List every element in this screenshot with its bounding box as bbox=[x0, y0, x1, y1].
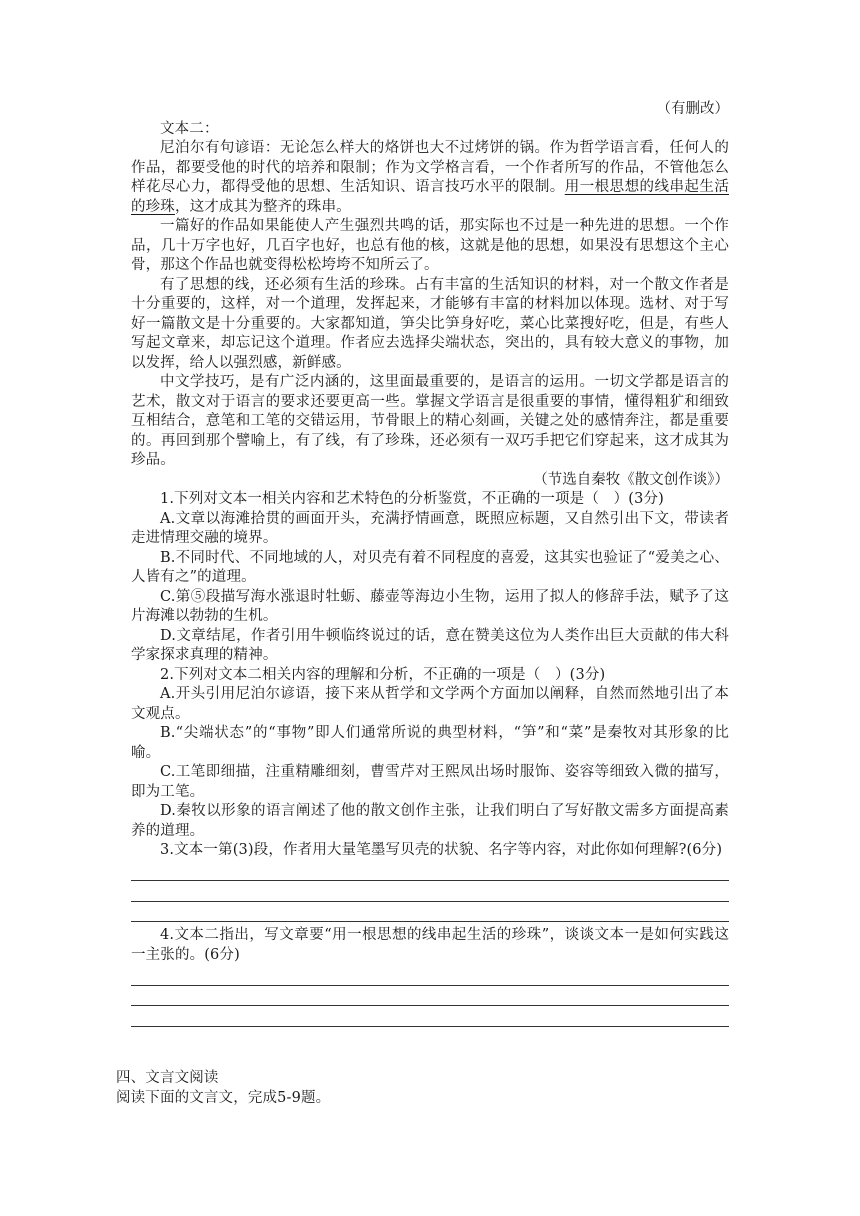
question-1-option-b: B.不同时代、不同地域的人，对贝壳有着不同程度的喜爱，这其实也验证了“爱美之心、人皆有之”的道理。 bbox=[131, 549, 729, 585]
section-4-heading: 四、文言文阅读 bbox=[116, 1070, 219, 1086]
question-1-stem: 1.下列对文本一相关内容和艺术特色的分析鉴赏，不正确的一项是（ ）(3分) bbox=[160, 491, 664, 507]
text2-paragraph-2: 一篇好的作品如果能使人产生强烈共鸣的话，那实际也不过是一种先进的思想。一个作品，几十万字也好，几百字也好，也总有他的核，这就是他的思想，如果没有思想这个主心骨，那这个作品也就变得松松垮垮不知所云了。 bbox=[131, 218, 729, 273]
answer-line-q3-2[interactable] bbox=[131, 881, 729, 902]
source-citation: （节选自秦牧《散文创作谈》） bbox=[533, 471, 729, 488]
question-2-option-c: C.工笔即细描，注重精雕细刻，曹雪芹对王熙凤出场时服饰、姿容等细致入微的描写，即为工笔。 bbox=[131, 764, 729, 800]
question-3-stem: 3.文本一第(3)段，作者用大量笔墨写贝壳的状貌、名字等内容，对此你如何理解?(6分) bbox=[160, 842, 723, 858]
underlined-phrase: 用一根思想的线串起生活的珍珠 bbox=[131, 179, 729, 215]
document-page bbox=[131, 100, 729, 1027]
answer-line-q3-1[interactable] bbox=[131, 861, 729, 882]
question-1-option-c: C.第⑤段描写海水涨退时牡蛎、藤壶等海边小生物，运用了拟人的修辞手法，赋予了这片海滩以勃勃的生机。 bbox=[131, 588, 729, 624]
text2-paragraph-1 bbox=[131, 139, 729, 217]
revision-note: （有删改） bbox=[656, 101, 729, 117]
answer-line-q4-3[interactable] bbox=[131, 1006, 729, 1027]
answer-line-q4-1[interactable] bbox=[131, 965, 729, 986]
text2-p1-part-a: 尼泊尔有句谚语：无论怎么样大的烙饼也大不过烤饼的锅。作为哲学语言看，任何人的作品，都要受他的时代的培养和限制；作为文学格言看，一个作者所写的作品，不管他怎么样花尽心力，都得受他的思想、生活知识、语言技巧水平的限制。 bbox=[131, 140, 729, 195]
text2-paragraph-3: 有了思想的线，还必须有生活的珍珠。占有丰富的生活知识的材料，对一个散文作者是十分重要的，这样，对一个道理，发挥起来，才能够有丰富的材料加以体现。选材、对于写好一篇散文是十分重要的。大家都知道，笋尖比笋身好吃，菜心比菜搜好吃，但是，有些人写起文章来，却忘记这个道理。作者应去选择尖端状态，突出的，具有较大意义的事物，加以发挥，给人以强烈感，新鲜感。 bbox=[131, 276, 729, 371]
answer-line-q3-3[interactable] bbox=[131, 902, 729, 923]
question-1-option-a: A.文章以海滩拾贯的画面开头，充满抒情画意，既照应标题，又自然引出下文，带读者走进情理交融的境界。 bbox=[131, 510, 729, 546]
text2-p1-part-b: ，这才成其为整齐的珠串。 bbox=[174, 198, 351, 215]
text2-paragraph-4: 中文学技巧，是有广泛内涵的，这里面最重要的，是语言的运用。一切文学都是语言的艺术，散文对于语言的要求还要更高一些。掌握文学语言是很重要的事情，懂得粗犷和细致互相结合，意笔和工笔的交错运用，节骨眼上的精心刻画，关键之处的感情奔注，都是重要的。再回到那个譬喻上，有了线，有了珍珠，还必须有一双巧手把它们穿起来，这才成其为珍品。 bbox=[131, 374, 729, 468]
answer-line-q4-2[interactable] bbox=[131, 986, 729, 1007]
section-4-instruction: 阅读下面的文言文，完成5-9题。 bbox=[116, 1089, 331, 1106]
question-2-stem: 2.下列对文本二相关内容的理解和分析，不正确的一项是（ ）(3分) bbox=[160, 666, 606, 683]
question-2-option-a: A.开头引用尼泊尔谚语，接下来从哲学和文学两个方面加以阐释，自然而然地引出了本文观点。 bbox=[131, 686, 729, 722]
question-2-option-b: B.“尖端状态”的“事物”即人们通常所说的典型材料，“笋”和“菜”是秦牧对其形象的比喻。 bbox=[131, 725, 729, 761]
question-4-stem: 4.文本二指出，写文章要“用一根思想的线串起生活的珍珠”，谈谈文本一是如何实践这一主张的。(6分) bbox=[131, 927, 729, 963]
question-2-option-d: D.秦牧以形象的语言阐述了他的散文创作主张，让我们明白了写好散文需多方面提高素养的道理。 bbox=[131, 803, 729, 839]
question-1-option-d: D.文章结尾，作者引用牛顿临终说过的话，意在赞美这位为人类作出巨大贡献的伟大科学家探求真理的精神。 bbox=[131, 627, 729, 663]
section-4 bbox=[116, 1069, 729, 1108]
text2-heading: 文本二： bbox=[160, 120, 219, 137]
